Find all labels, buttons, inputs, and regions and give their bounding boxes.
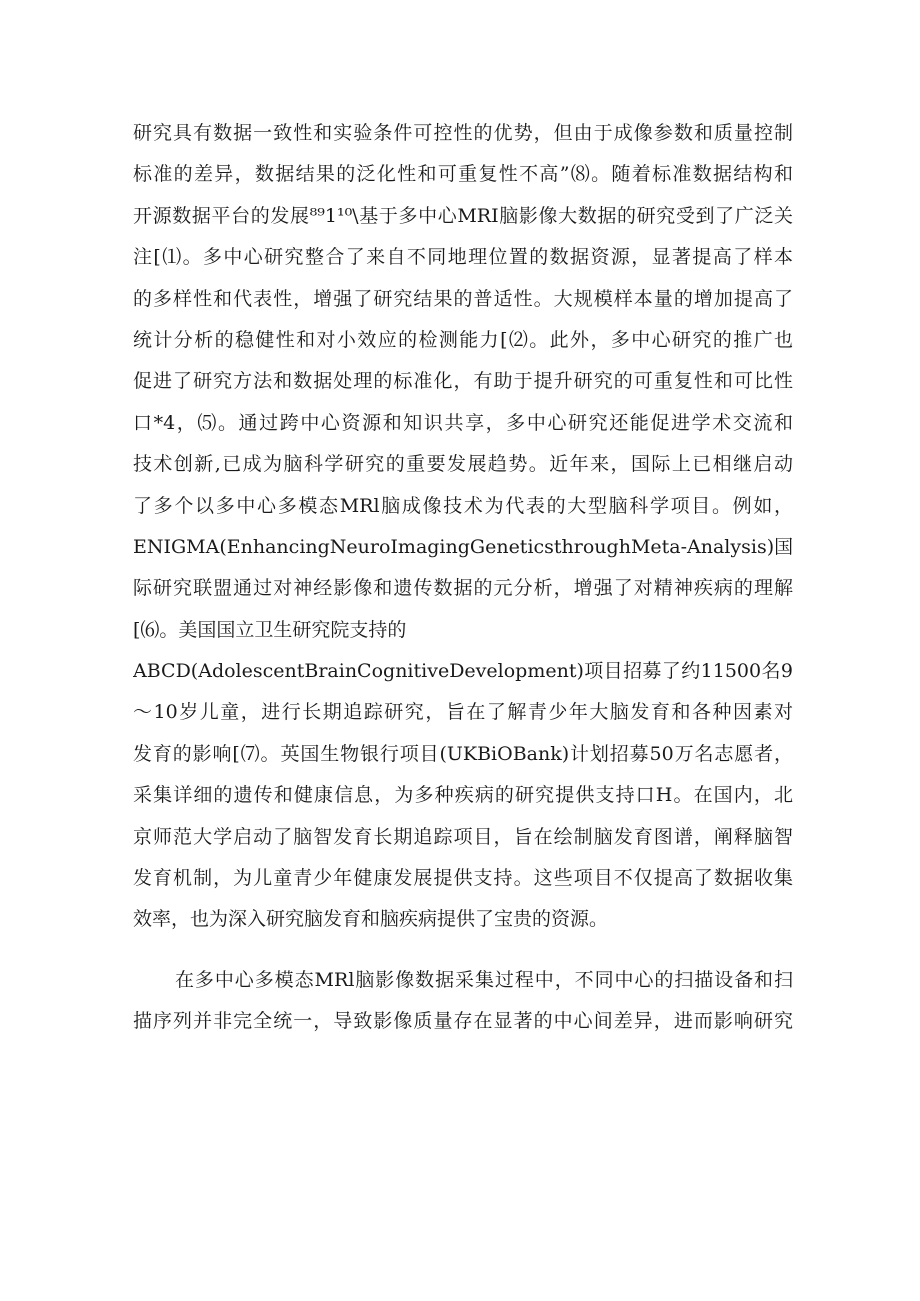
text-line: 标准的差异，数据结果的泛化性和可重复性不高”⑻。随着标准数据结构和	[133, 163, 793, 186]
text-line: [⑹。美国国立卫生研究院支持的	[133, 618, 407, 641]
text-line: 际研究联盟通过对神经影像和遗传数据的元分析，增强了对精神疾病的理解	[133, 577, 793, 600]
paragraph-2	[133, 960, 793, 1043]
text-line: 描序列并非完全统一，导致影像质量存在显著的中心间差异，进而影响研究	[133, 1010, 793, 1033]
text-line: 发育的影响[⑺。英国生物银行项目(UKBiOBank)计划招募50万名志愿者，	[133, 742, 793, 765]
text-line: 口*4，⑸。通过跨中心资源和知识共享，多中心研究还能促进学术交流和	[133, 411, 793, 434]
text-line: ENIGMA(EnhancingNeuroImagingGeneticsthroughMeta-Analysis)国	[133, 535, 793, 558]
text-line: 统计分析的稳健性和对小效应的检测能力[⑵。此外，多中心研究的推广也	[133, 328, 793, 351]
body-text	[133, 113, 793, 1043]
text-line: 促进了研究方法和数据处理的标准化，有助于提升研究的可重复性和可比性	[133, 370, 793, 393]
text-line: 京师范大学启动了脑智发育长期追踪项目，旨在绘制脑发育图谱，阐释脑智	[133, 825, 793, 848]
text-line: ABCD(AdolescentBrainCognitiveDevelopment)项目招募了约11500名9	[133, 660, 793, 683]
text-line: 了多个以多中心多模态MRl脑成像技术为代表的大型脑科学项目。例如，	[133, 494, 793, 517]
text-line: 的多样性和代表性，增强了研究结果的普适性。大规模样本量的增加提高了	[133, 287, 793, 310]
text-line: 发育机制，为儿童青少年健康发展提供支持。这些项目不仅提高了数据收集	[133, 867, 793, 890]
text-line: ～10岁儿童，进行长期追踪研究，旨在了解青少年大脑发育和各种因素对	[133, 701, 793, 724]
text-line: 技术创新,已成为脑科学研究的重要发展趋势。近年来，国际上已相继启动	[133, 453, 793, 476]
text-line: 开源数据平台的发展⁸⁹1¹⁰\基于多中心MRI脑影像大数据的研究受到了广泛关	[133, 204, 793, 227]
paragraph-1	[133, 113, 793, 941]
paragraph-gap	[133, 941, 793, 960]
text-line: 注[⑴。多中心研究整合了来自不同地理位置的数据资源，显著提高了样本	[133, 246, 793, 269]
text-line: 采集详细的遗传和健康信息，为多种疾病的研究提供支持口H。在国内，北	[133, 784, 793, 807]
text-line: 研究具有数据一致性和实验条件可控性的优势，但由于成像参数和质量控制	[133, 122, 793, 144]
text-line: 效率，也为深入研究脑发育和脑疾病提供了宝贵的资源。	[133, 908, 609, 931]
text-line: 在多中心多模态MRl脑影像数据采集过程中，不同中心的扫描设备和扫	[175, 968, 793, 991]
